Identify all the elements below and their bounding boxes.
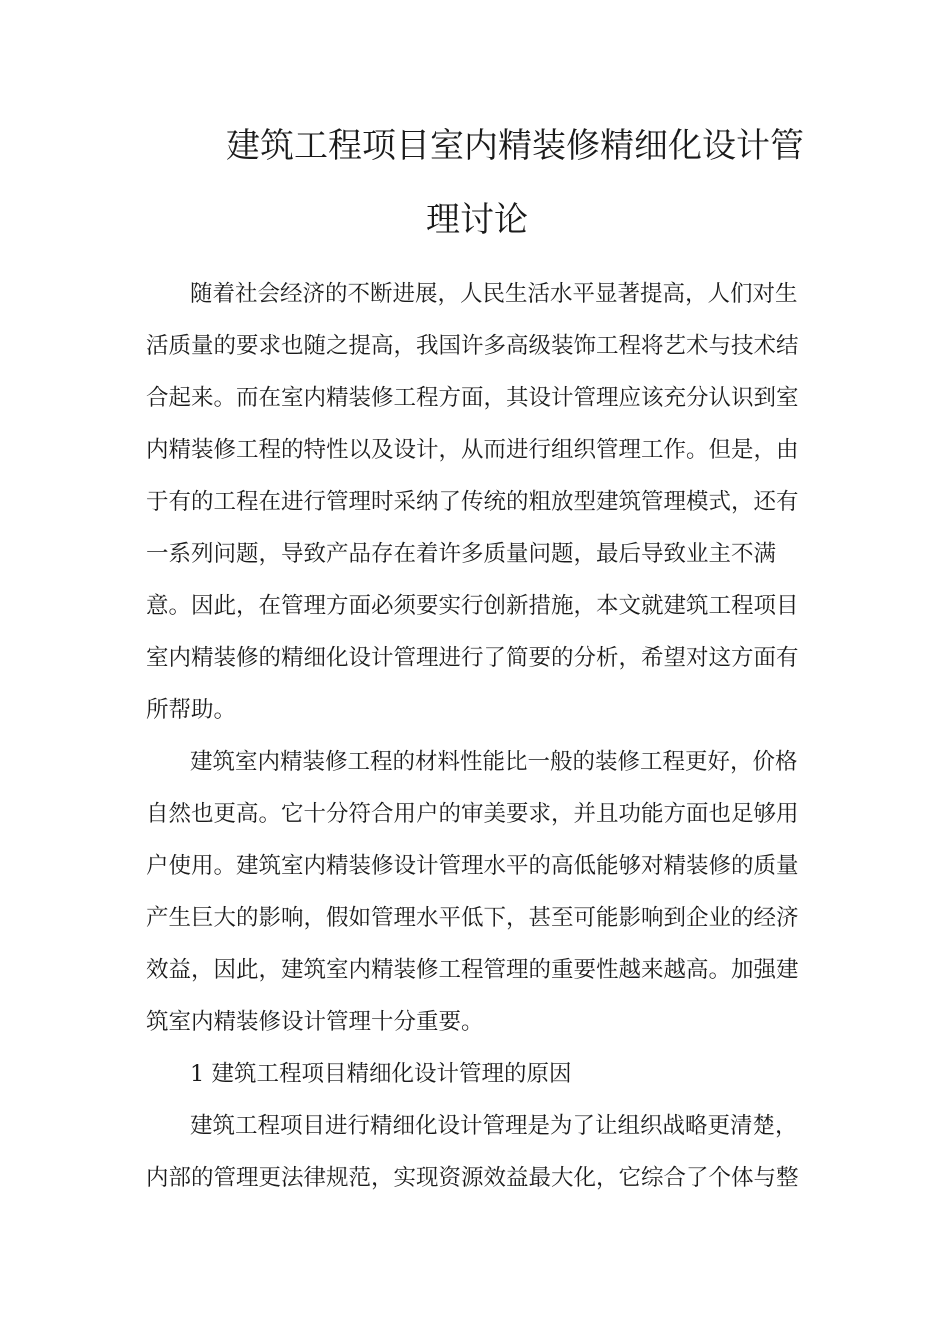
paragraph-3-line: 内部的管理更法律规范，实现资源效益最大化，它综合了个体与整 (146, 1165, 799, 1191)
paragraph-1-line: 合起来。而在室内精装修工程方面，其设计管理应该充分认识到室 (146, 385, 799, 411)
paragraph-1-line: 内精装修工程的特性以及设计，从而进行组织管理工作。但是，由 (146, 437, 799, 463)
paragraph-2-line: 产生巨大的影响，假如管理水平低下，甚至可能影响到企业的经济 (146, 905, 799, 931)
paragraph-1-line: 所帮助。 (146, 697, 237, 723)
paragraph-2-line: 效益，因此，建筑室内精装修工程管理的重要性越来越高。加强建 (146, 957, 799, 983)
document-title-line-2: 理讨论 (426, 200, 528, 240)
paragraph-2-line: 筑室内精装修设计管理十分重要。 (146, 1009, 484, 1035)
paragraph-1-line: 活质量的要求也随之提高，我国许多高级装饰工程将艺术与技术结 (146, 333, 799, 359)
paragraph-2-line: 自然也更高。它十分符合用户的审美要求，并且功能方面也足够用 (146, 801, 799, 827)
paragraph-3-line: 建筑工程项目进行精细化设计管理是为了让组织战略更清楚， (190, 1113, 798, 1139)
paragraph-1-line: 室内精装修的精细化设计管理进行了简要的分析，希望对这方面有 (146, 645, 799, 671)
paragraph-1-line: 意。因此，在管理方面必须要实行创新措施，本文就建筑工程项目 (146, 593, 799, 619)
document-title-line-1: 建筑工程项目室内精装修精细化设计管 (226, 126, 804, 166)
paragraph-2-line: 户使用。建筑室内精装修设计管理水平的高低能够对精装修的质量 (146, 853, 799, 879)
paragraph-2-line: 建筑室内精装修工程的材料性能比一般的装修工程更好，价格 (190, 749, 798, 775)
paragraph-1-line: 一系列问题，导致产品存在着许多质量问题，最后导致业主不满 (146, 541, 777, 567)
paragraph-1-line: 于有的工程在进行管理时采纳了传统的粗放型建筑管理模式，还有 (146, 489, 799, 515)
paragraph-1-line: 随着社会经济的不断进展，人民生活水平显著提高，人们对生 (190, 281, 798, 307)
section-heading-1: 1 建筑工程项目精细化设计管理的原因 (190, 1061, 572, 1087)
